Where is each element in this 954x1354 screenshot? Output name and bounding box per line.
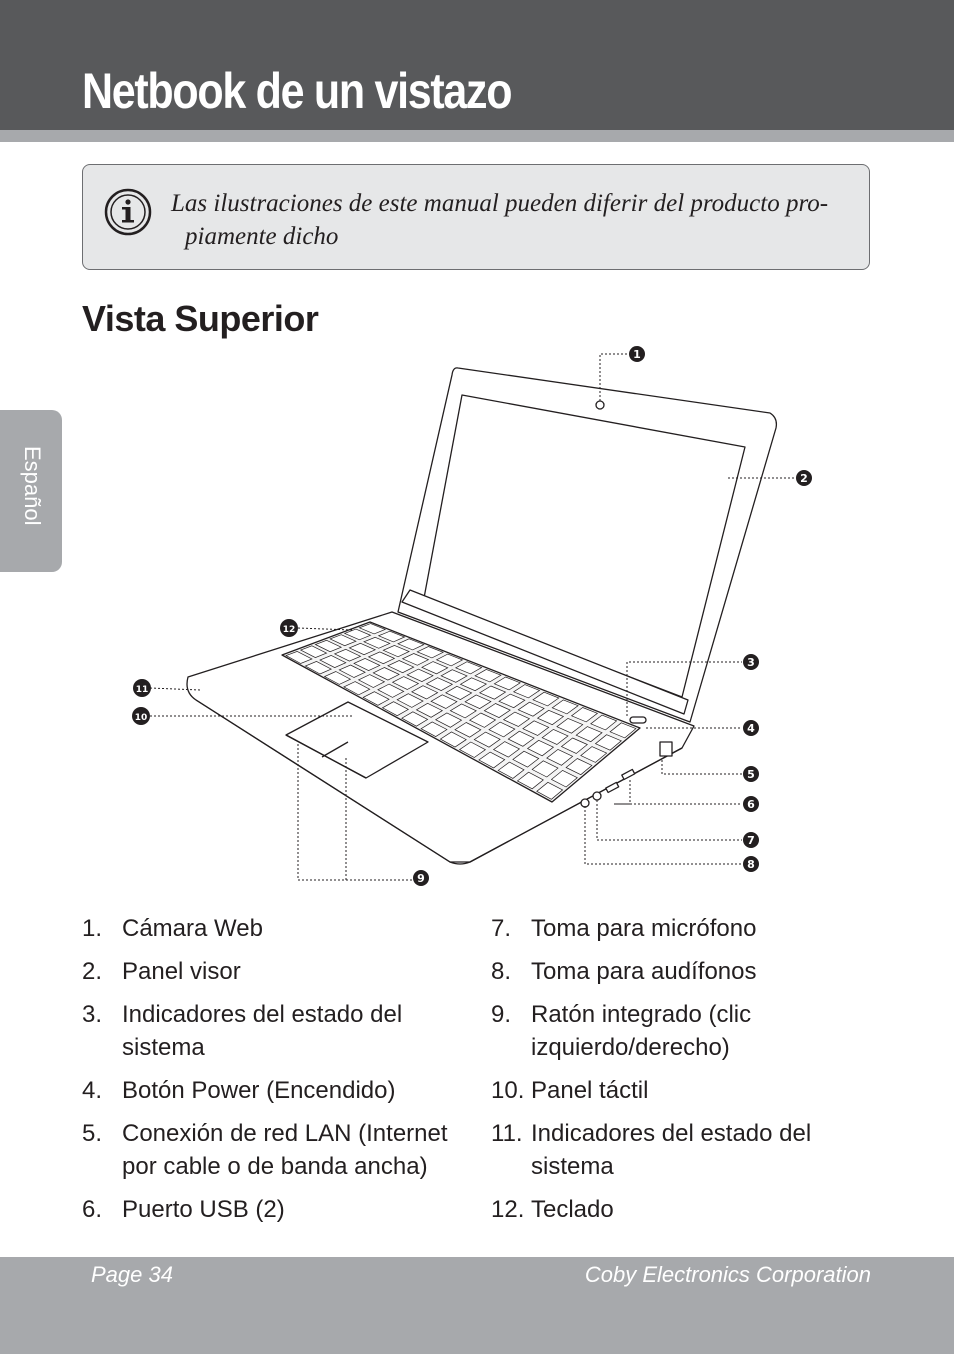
callout-5 — [743, 766, 759, 782]
note-line-2: piamente dicho — [185, 223, 339, 250]
list-item-number: 1. — [82, 915, 103, 942]
list-item-text: Cámara Web — [122, 915, 263, 942]
callout-9 — [413, 870, 429, 886]
list-item-number: 12. — [491, 1196, 525, 1223]
callout-7 — [743, 832, 759, 848]
mic-jack — [593, 792, 601, 800]
list-item-number: 7. — [491, 915, 512, 942]
callout-8 — [743, 856, 759, 872]
laptop-diagram — [0, 340, 954, 900]
list-item-number: 8. — [491, 958, 512, 985]
callout-4 — [743, 720, 759, 736]
list-item-text: Toma para audífonos — [531, 958, 757, 985]
list-item — [82, 955, 472, 988]
list-item-text: Panel táctil — [531, 1077, 649, 1104]
footer-company: Coby Electronics Corporation — [584, 1262, 871, 1287]
note-line-1: Las ilustraciones de este manual pueden diferir del producto pro- — [171, 190, 829, 217]
list-item-text: Conexión de red LAN (Internet por cable o de banda ancha) — [122, 1120, 448, 1180]
list-item-number: 9. — [491, 1001, 512, 1028]
callout-10 — [132, 707, 150, 725]
list-item-text: Indicadores del estado del sistema — [531, 1120, 812, 1180]
callout-5-label: 5 — [747, 768, 755, 781]
callout-9-label: 9 — [417, 872, 425, 885]
list-item-text: Panel visor — [122, 958, 241, 985]
list-item-text: Ratón integrado (clic izquierdo/derecho) — [531, 1001, 752, 1061]
callout-3 — [743, 654, 759, 670]
list-item — [82, 1117, 472, 1183]
section-title: Vista Superior — [82, 298, 319, 339]
list-item — [491, 912, 871, 945]
list-item — [82, 998, 472, 1064]
list-item-number: 11. — [491, 1120, 523, 1147]
power-button — [630, 717, 646, 723]
list-item — [82, 1193, 472, 1226]
list-item-number: 3. — [82, 1001, 103, 1028]
info-icon — [103, 187, 153, 237]
list-item-number: 4. — [82, 1077, 103, 1104]
callout-10-label: 10 — [134, 713, 148, 723]
callout-7-label: 7 — [747, 834, 755, 847]
header-rule — [0, 130, 954, 142]
list-item-text: Indicadores del estado del sistema — [122, 1001, 403, 1061]
lan-port — [660, 742, 672, 756]
callout-2-label: 2 — [800, 472, 808, 485]
page-title: Netbook de un vistazo — [82, 63, 512, 119]
callout-1-label: 1 — [633, 348, 641, 361]
webcam — [596, 401, 604, 409]
callout-1 — [629, 346, 645, 362]
list-item-number: 6. — [82, 1196, 103, 1223]
note-box — [82, 164, 870, 270]
list-item — [491, 1117, 871, 1183]
language-tab-label: Español — [20, 446, 45, 526]
list-item — [491, 955, 871, 988]
callout-6 — [743, 796, 759, 812]
page-number: Page 34 — [91, 1262, 173, 1287]
callout-2 — [796, 470, 812, 486]
callout-11-label: 11 — [135, 685, 149, 695]
callout-4-label: 4 — [747, 722, 755, 735]
component-list-right — [491, 912, 871, 1236]
callout-3-label: 3 — [747, 656, 755, 669]
callout-12-label: 12 — [282, 625, 296, 635]
list-item-text: Teclado — [531, 1196, 614, 1223]
list-item — [82, 912, 472, 945]
list-item-number: 10. — [491, 1077, 525, 1104]
callout-8-label: 8 — [747, 858, 755, 871]
callout-12 — [280, 619, 298, 637]
callout-11 — [133, 679, 151, 697]
list-item-text: Toma para micrófono — [531, 915, 757, 942]
list-item-number: 5. — [82, 1120, 103, 1147]
list-item-text: Puerto USB (2) — [122, 1196, 285, 1223]
laptop-illustration — [187, 368, 776, 864]
list-item-text: Botón Power (Encendido) — [122, 1077, 396, 1104]
list-item — [82, 1074, 472, 1107]
list-item — [491, 1074, 871, 1107]
list-item — [491, 1193, 871, 1226]
callout-6-label: 6 — [747, 798, 755, 811]
component-list-left — [82, 912, 472, 1236]
headphone-jack — [581, 799, 589, 807]
list-item — [491, 998, 871, 1064]
list-item-number: 2. — [82, 958, 103, 985]
note-text — [171, 187, 861, 253]
